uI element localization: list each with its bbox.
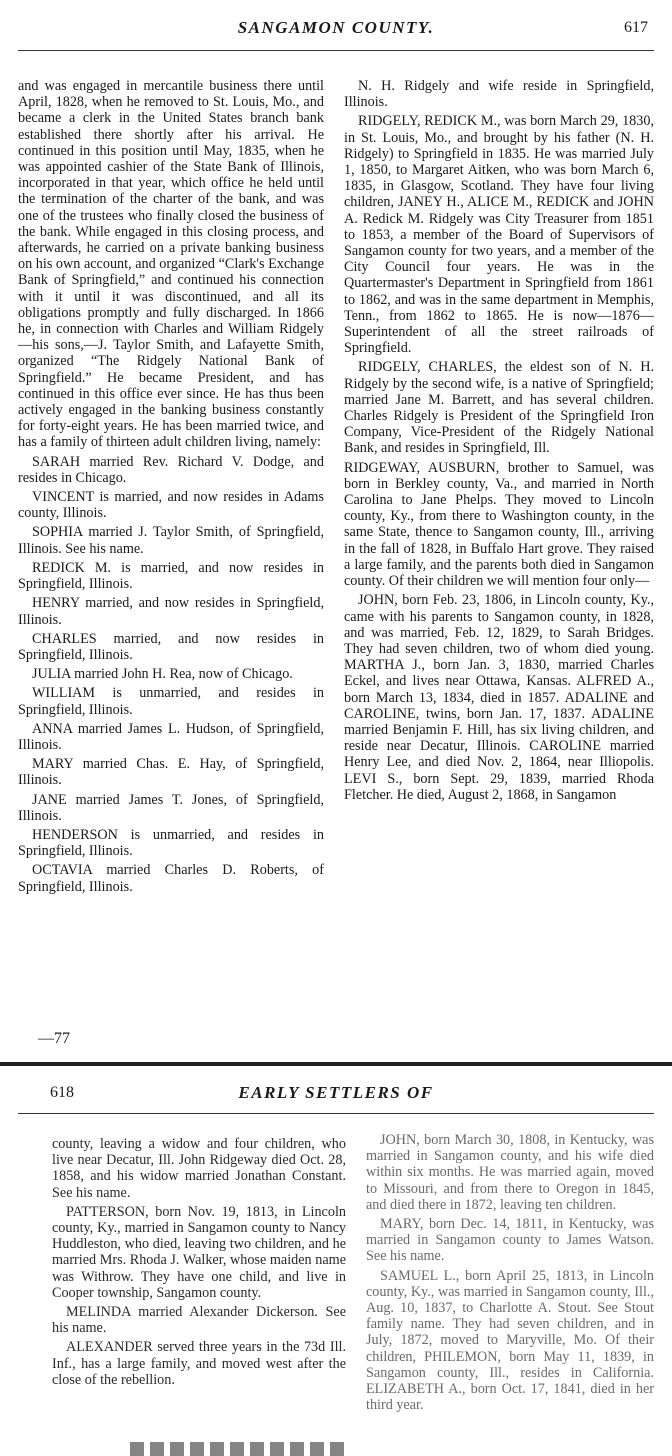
paragraph: N. H. Ridgely and wife reside in Springfield, Illinois.: [344, 78, 654, 111]
child-entry: SOPHIA married J. Taylor Smith, of Springfield, Illinois. See his name.: [18, 524, 324, 557]
right-column: [366, 1132, 654, 1416]
biography-entry: SAMUEL L., born April 25, 1813, in Lincoln county, Ky., was married in Sangamon county, Ill., Aug. 10, 1837, to Charlotte A. Stout. See Stout family name. They had seven children, and in July, 1872, moved to Maryville, Mo. Of their children, PHILEMON, born May 11, 1839, in Sangamon county, Ill., resides in California. ELIZABETH A., born Oct. 17, 1841, died in her third year.: [366, 1267, 654, 1414]
biography-entry: JOHN, born March 30, 1808, in Kentucky, was married in Sangamon county, and his wife died within six months. He was married again, moved to Missouri, and from there to Oregon in 1845, and died there in 1872, leaving ten children.: [366, 1132, 654, 1213]
left-column: [52, 1136, 346, 1391]
running-head: EARLY SETTLERS OF: [238, 1083, 434, 1102]
signature-mark: —77: [38, 1030, 70, 1047]
biography-entry: RIDGELY, CHARLES, the eldest son of N. H. Ridgely by the second wife, is a native of Springfield; married Jane M. Barrett, and has several children. Charles Ridgely is President of the Springfield Iron Company, Vice-President of the Ridgely National Bank, and resides in Springfield, Ill.: [344, 359, 654, 457]
paragraph: county, leaving a widow and four children, who live near Decatur, Ill. John Ridgeway died Oct. 28, 1858, and his widow married Jonathan Constant. See his name.: [52, 1136, 346, 1201]
biography-entry: ALEXANDER served three years in the 73d Ill. Inf., has a large family, and moved west after the close of the rebellion.: [52, 1339, 346, 1388]
child-entry: HENDERSON is unmarried, and resides in Springfield, Illinois.: [18, 826, 324, 860]
child-entry: WILLIAM is unmarried, and resides in Springfield, Illinois.: [18, 685, 324, 718]
biography-entry: RIDGELY, REDICK M., was born March 29, 1830, in St. Louis, Mo., and brought by his father (N. H. Ridgely) to Springfield in 1835. He was married July 1, 1850, to Margaret Aitken, who was born March 6, 1835, in Glasgow, Scotland. They have four living children, JANEY H., ALICE M., REDICK and JOHN A. Redick M. Ridgely was City Treasurer from 1851 to 1853, a member of the Board of Supervisors of Sangamon county for two years, and a member of the City Council four years. He was in the Quartermaster's Department in Springfield from 1861 to 1862, and was in the same department in Memphis, Tenn., from 1862 to 1865. He is now—1876—Superintendent of all the street railroads of Springfield.: [344, 113, 654, 357]
left-column: [18, 78, 324, 898]
child-entry: REDICK M. is married, and now resides in Springfield, Illinois.: [18, 559, 324, 593]
header-rule: [18, 50, 654, 51]
cut-off-heading: [130, 1442, 350, 1456]
child-entry: MARY married Chas. E. Hay, of Springfield, Illinois.: [18, 756, 324, 789]
child-entry: ANNA married James L. Hudson, of Springfield, Illinois.: [18, 720, 324, 753]
page-618: [0, 1062, 672, 1452]
biography-entry: MARY, born Dec. 14, 1811, in Kentucky, was married in Sangamon county to James Watson. See his name.: [366, 1216, 654, 1265]
biography-entry: JOHN, born Feb. 23, 1806, in Lincoln county, Ky., came with his parents to Sangamon county, in 1828, and was married, Feb. 12, 1829, to Sarah Bridges. They had seven children, two of whom died young. MARTHA J., born Jan. 3, 1830, married Charles Eckel, and lives near Ottawa, Kansas. ALFRED A., born March 13, 1834, died in 1857. ADALINE and CAROLINE, twins, born Jan. 17, 1837. ADALINE married Benjamin F. Hill, has six living children, and reside near Decatur, Illinois. CAROLINE married Henry Lee, and died Nov. 2, 1864, near Illiopolis. LEVI S., born Sept. 29, 1839, married Rhoda Fletcher. He died, August 2, 1868, in Sangamon: [344, 592, 654, 803]
right-column: [344, 78, 654, 806]
biography-entry: PATTERSON, born Nov. 19, 1813, in Lincoln county, Ky., married in Sangamon county to Nancy Huddleston, who died, leaving two children, and he married Mrs. Rhoda J. Walker, whose maiden name was Withrow. They have one child, and live in Cooper township, Sangamon county.: [52, 1203, 346, 1301]
child-entry: OCTAVIA married Charles D. Roberts, of Springfield, Illinois.: [18, 862, 324, 895]
page-number: 618: [50, 1084, 74, 1101]
child-entry: JULIA married John H. Rea, now of Chicago.: [32, 666, 293, 683]
child-entry: CHARLES married, and now resides in Springfield, Illinois.: [18, 630, 324, 663]
paragraph: and was engaged in mercantile business there until April, 1828, when he removed to St. Louis, Mo., and became a clerk in the United States branch bank established there shortly after his arrival. He continued in this position until May, 1835, when he was appointed cashier of the State Bank of Illinois, incorporated in that year, which office he held until the termination of the charter of the bank, and was one of the trustees who finally closed the business of the bank. While engaged in this closing process, and afterwards, he carried on a private banking business on his own account, and organized “Clark's Exchange Bank of Springfield,” and continued his connection with it until it was discontinued, and all its obligations promptly and fully discharged. In 1866 he, in connection with Charles and William Ridgely—his sons,—J. Taylor Smith, and Lafayette Smith, organized “The Ridgely National Bank of Springfield.” He became President, and has continued in this office ever since. He has thus been actively engaged in the banking business constantly for forty-eight years. He has been married twice, and has a family of thirteen adult children living, namely:: [18, 78, 324, 451]
biography-entry: RIDGEWAY, AUSBURN, brother to Samuel, was born in Berkley county, Va., and married in North Carolina to Jane Phelps. They moved to Lincoln county, Ky., from there to Washington county, in the same State, thence to Sangamon county, Ill., arriving in the fall of 1828, in Buffalo Hart grove. They raised a large family, and the parents both died in Sangamon county. Of their children we will mention four only—: [344, 459, 654, 590]
child-entry: SARAH married Rev. Richard V. Dodge, and resides in Chicago.: [18, 453, 324, 486]
child-entry: HENRY married, and now resides in Springfield, Illinois.: [18, 595, 324, 628]
running-head: SANGAMON COUNTY.: [237, 18, 435, 37]
header-rule: [18, 1113, 654, 1114]
page-number: 617: [624, 19, 648, 36]
child-entry: VINCENT is married, and now resides in Adams county, Illinois.: [18, 489, 324, 522]
child-entry: JANE married James T. Jones, of Springfield, Illinois.: [18, 791, 324, 824]
biography-entry: MELINDA married Alexander Dickerson. See his name.: [52, 1304, 346, 1337]
